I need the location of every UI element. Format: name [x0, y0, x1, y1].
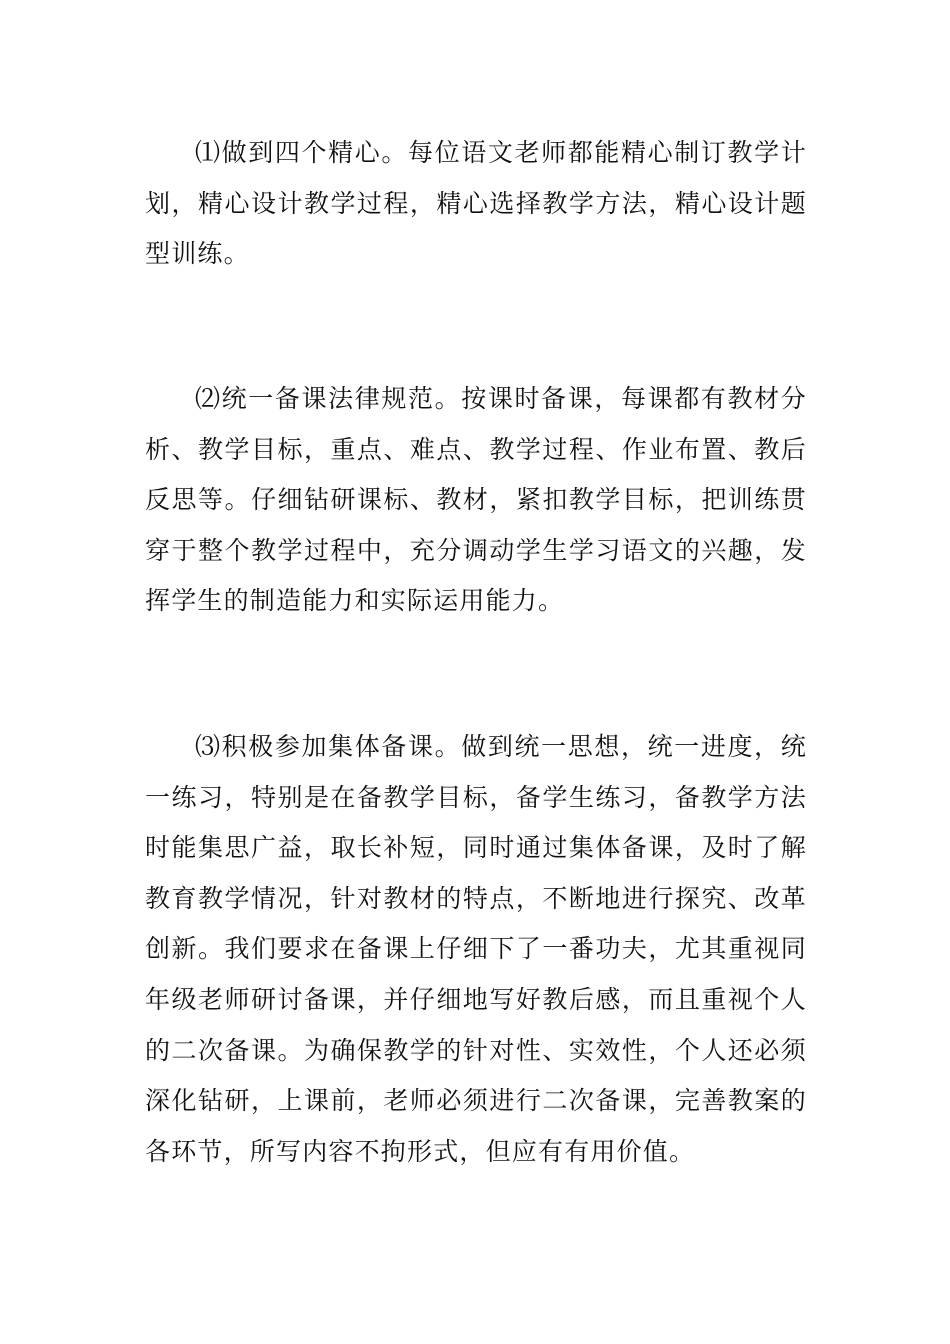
paragraph-2: ⑵统一备课法律规范。按课时备课，每课都有教材分析、教学目标，重点、难点、教学过程、作业布置、教后反思等。仔细钻研课标、教材，紧扣教学目标，把训练贯穿于整个教学过程中，充分调动学生学习语文的兴趣，发挥学生的制造能力和实际运用能力。	[145, 384, 807, 616]
paragraph-3: ⑶积极参加集体备课。做到统一思想，统一进度，统一练习，特别是在备教学目标，备学生练习，备教学方法时能集思广益，取长补短，同时通过集体备课，及时了解教育教学情况，针对教材的特点，不断地进行探究、改革创新。我们要求在备课上仔细下了一番功夫，尤其重视同年级老师研讨备课，并仔细地写好教后感，而且重视个人的二次备课。为确保教学的针对性、实效性，个人还必须深化钻研，上课前，老师必须进行二次备课，完善教案的各环节，所写内容不拘形式，但应有有用价值。	[145, 732, 807, 1166]
paragraph-1: ⑴做到四个精心。每位语文老师都能精心制订教学计划，精心设计教学过程，精心选择教学方法，精心设计题型训练。	[145, 138, 807, 269]
